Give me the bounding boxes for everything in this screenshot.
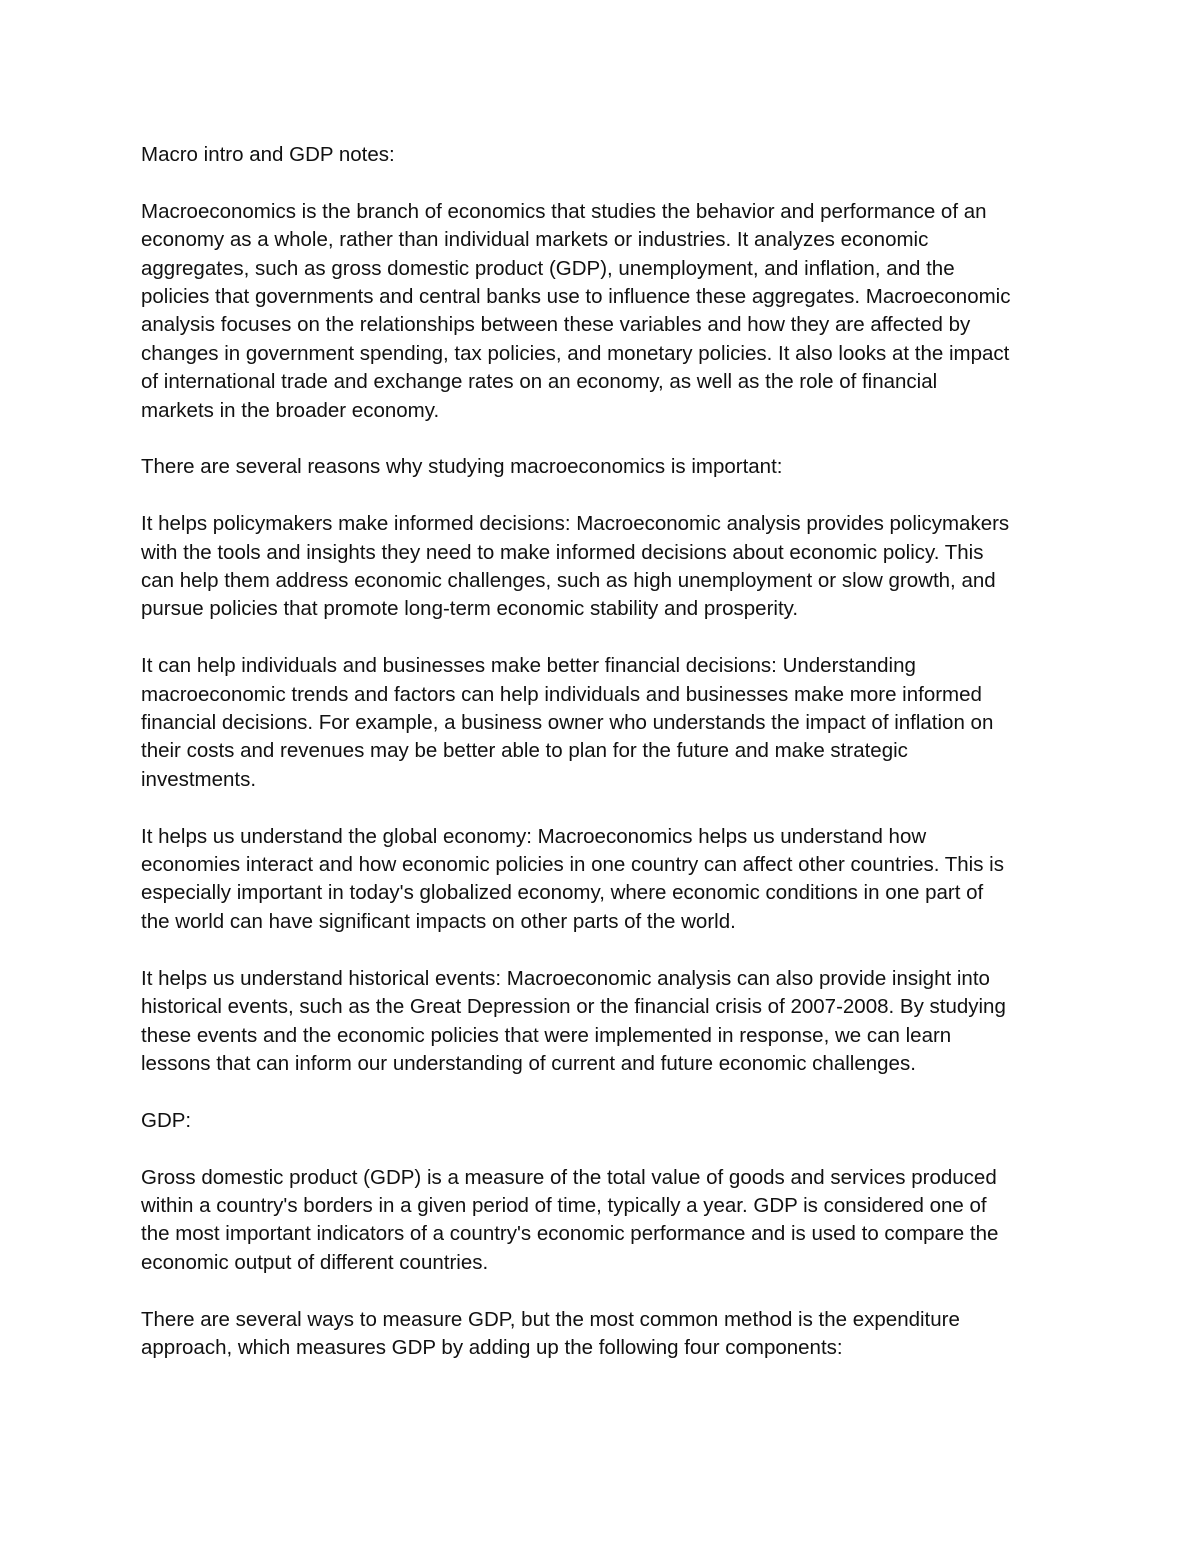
text-line: Macro intro and GDP notes:: [141, 143, 395, 166]
document-title: [141, 141, 1066, 169]
text-line: lessons that can inform our understanding of current and future economic challenges.: [141, 1051, 916, 1075]
text-line: It helps us understand the global economy: Macroeconomics helps us understand how: [141, 824, 927, 848]
text-line: financial decisions. For example, a business owner who understands the impact of inflation on: [141, 711, 994, 735]
paragraph-reasons-intro: [141, 453, 1066, 481]
paragraph-financial-decisions: [141, 652, 1066, 794]
text-line: within a country's borders in a given period of time, typically a year. GDP is considered one of: [141, 1193, 987, 1217]
text-line: Gross domestic product (GDP) is a measure of the total value of goods and services produced: [141, 1165, 997, 1189]
text-line: historical events, such as the Great Depression or the financial crisis of 2007-2008. By studying: [141, 995, 1006, 1019]
text-line: economy as a whole, rather than individual markets or industries. It analyzes economic: [141, 228, 929, 252]
text-line: especially important in today's globalized economy, where economic conditions in one part of: [141, 881, 984, 905]
text-line: policies that governments and central banks use to influence these aggregates. Macroeconomic: [141, 285, 1011, 309]
text-line: It helps us understand historical events: Macroeconomic analysis can also provide insight into: [141, 966, 990, 990]
text-line: economies interact and how economic policies in one country can affect other countries. This is: [141, 853, 1004, 877]
text-line: GDP:: [141, 1108, 192, 1132]
text-line: investments.: [141, 767, 257, 791]
paragraph-macroeconomics-definition: [141, 198, 1066, 425]
text-line: can help them address economic challenges, such as high unemployment or slow growth, and: [141, 569, 996, 593]
text-line: Macroeconomics is the branch of economics that studies the behavior and performance of an: [141, 199, 987, 223]
paragraph-historical-events: [141, 965, 1066, 1079]
text-line: macroeconomic trends and factors can help individuals and businesses make more informed: [141, 682, 982, 706]
text-line: of international trade and exchange rates on an economy, as well as the role of financial: [141, 370, 938, 394]
text-line: pursue policies that promote long-term economic stability and prosperity.: [141, 597, 799, 621]
paragraph-gdp-measurement: [141, 1306, 1066, 1363]
text-line: There are several ways to measure GDP, but the most common method is the expenditure: [141, 1307, 960, 1331]
text-line: It can help individuals and businesses make better financial decisions: Understanding: [141, 654, 916, 678]
text-line: the world can have significant impacts on other parts of the world.: [141, 909, 736, 933]
text-line: markets in the broader economy.: [141, 398, 440, 422]
text-line: changes in government spending, tax policies, and monetary policies. It also looks at the impact: [141, 341, 1010, 365]
document-page: [141, 141, 1066, 1391]
paragraph-gdp-definition: [141, 1164, 1066, 1278]
paragraph-global-economy: [141, 823, 1066, 937]
text-line: economic output of different countries.: [141, 1250, 489, 1274]
text-line: their costs and revenues may be better able to plan for the future and make strategic: [141, 739, 908, 763]
text-line: analysis focuses on the relationships between these variables and how they are affected by: [141, 313, 971, 337]
paragraph-policymakers: [141, 510, 1066, 624]
section-heading-gdp: [141, 1107, 1066, 1135]
text-line: There are several reasons why studying macroeconomics is important:: [141, 455, 783, 479]
text-line: approach, which measures GDP by adding up the following four components:: [141, 1335, 843, 1359]
text-line: the most important indicators of a country's economic performance and is used to compare the: [141, 1222, 999, 1246]
text-line: It helps policymakers make informed decisions: Macroeconomic analysis provides policymakers: [141, 512, 1010, 536]
text-line: with the tools and insights they need to make informed decisions about economic policy. This: [141, 540, 984, 564]
text-line: these events and the economic policies that were implemented in response, we can learn: [141, 1023, 952, 1047]
text-line: aggregates, such as gross domestic product (GDP), unemployment, and inflation, and the: [141, 256, 955, 280]
